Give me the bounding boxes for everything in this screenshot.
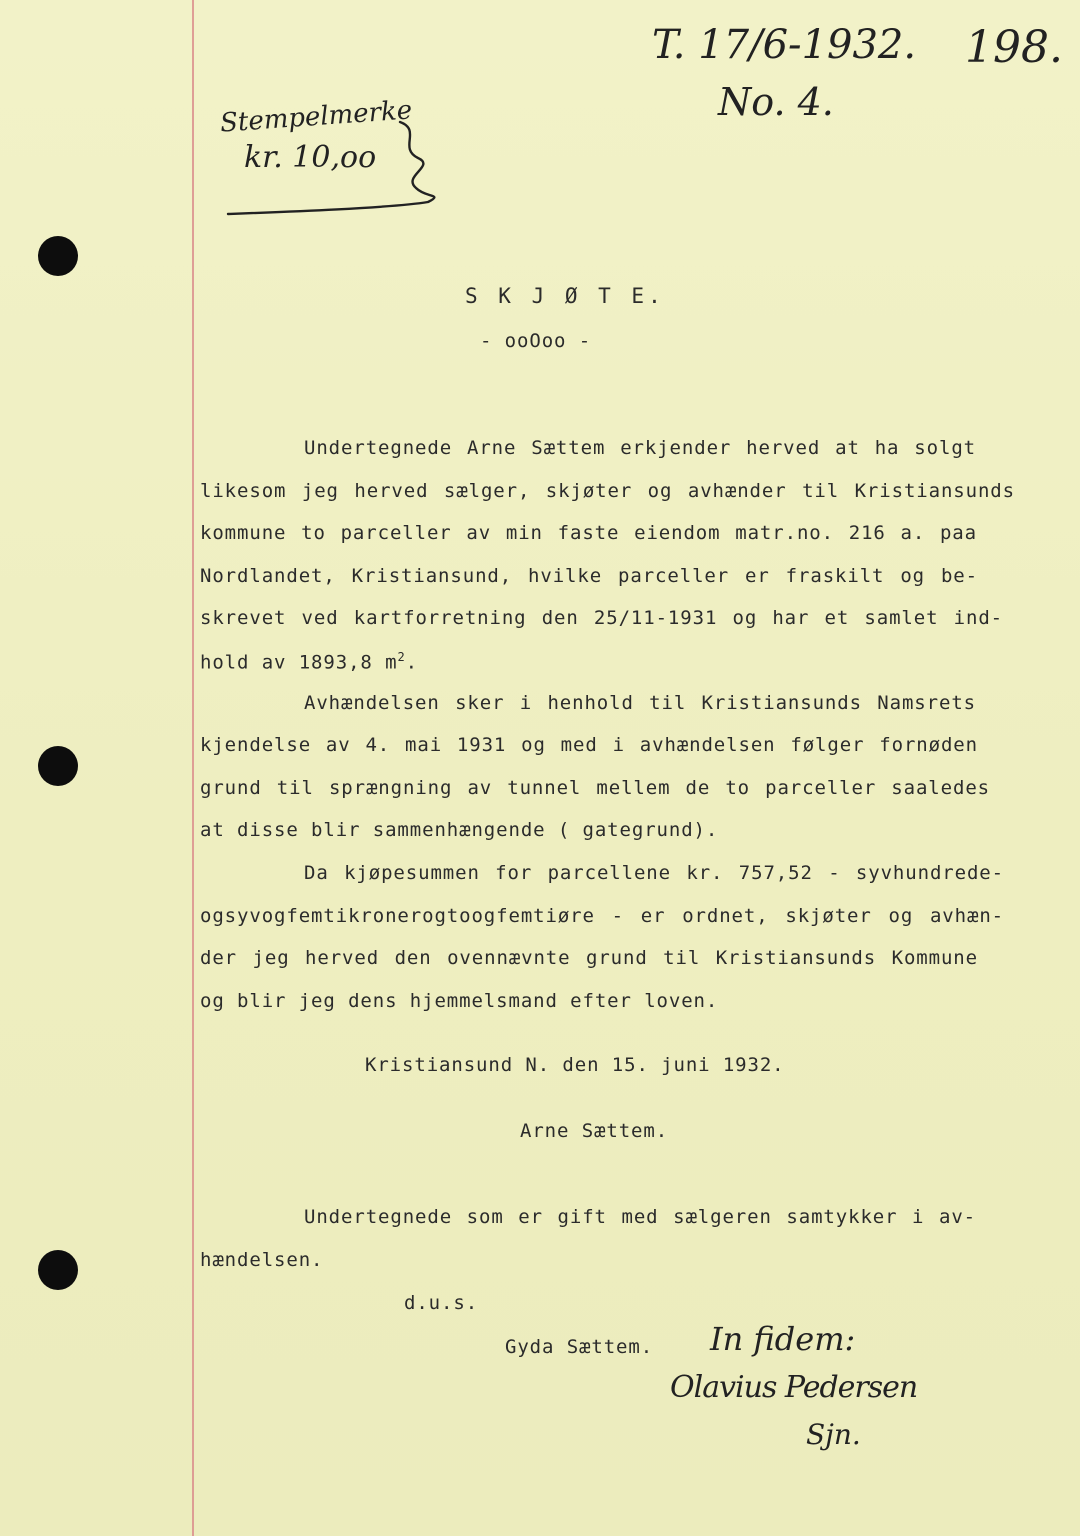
paragraph-3-line-3: der jeg herved den ovennævnte grund til Kristiansunds Kommune [200,947,978,969]
punch-hole-bottom [38,1250,78,1290]
handwritten-stamp-label: Stempelmerke [219,95,414,139]
handwritten-stamp-amount: kr. 10,oo [244,140,377,175]
handwritten-date: T. 17/6-1932. [652,22,917,68]
paragraph-2-line-3: grund til sprængning av tunnel mellem de to parceller saaledes [200,777,990,799]
paragraph-3-line-1: Da kjøpesummen for parcellene kr. 757,52 - syvhundrede- [304,862,1004,884]
paragraph-1-line-3: kommune to parceller av min faste eiendom matr.no. 216 a. paa [200,522,977,544]
signer-name: Arne Sættem. [520,1120,669,1142]
stamp-bracket-stroke [222,118,452,222]
paragraph-4-line-2: hændelsen. [200,1249,324,1271]
punch-hole-top [38,236,78,276]
paragraph-1-line-6: hold av 1893,8 $m^2$. [200,650,418,674]
paragraph-2-line-1: Avhændelsen sker i henhold til Kristiansunds Namsrets [304,692,976,714]
paragraph-3-line-4: og blir jeg dens hjemmelsmand efter loven. [200,990,719,1012]
place-date: Kristiansund N. den 15. juni 1932. [365,1054,785,1076]
paragraph-2-line-4: at disse blir sammenhængende ( gategrund). [200,819,719,841]
handwritten-in-fidem: In fidem: [710,1320,856,1358]
document-title: S K J Ø T E. [465,284,665,308]
paragraph-1-line-5: skrevet ved kartforretning den 25/11-1931 og har et samlet ind- [200,607,1003,629]
paragraph-1-line-4: Nordlandet, Kristiansund, hvilke parceller er fraskilt og be- [200,565,978,587]
paragraph-2-line-2: kjendelse av 4. mai 1931 og med i avhændelsen følger fornøden [200,734,978,756]
punch-hole-middle [38,746,78,786]
paragraph-4-line-1: Undertegnede som er gift med sælgeren samtykker i av- [304,1206,976,1228]
paragraph-1-line-2: likesom jeg herved sælger, skjøter og avhænder til Kristiansunds [200,480,1015,502]
margin-line [192,0,194,1536]
paragraph-1-line-1: Undertegnede Arne Sættem erkjender herved at ha solgt [304,437,976,459]
title-ornament: - ooOoo - [480,330,592,352]
handwritten-page-number: 198. [965,22,1063,73]
second-signer-name: Gyda Sættem. [505,1336,654,1358]
handwritten-document-number: No. 4. [718,80,834,124]
handwritten-witness-signature: Olavius Pedersen [670,1370,918,1405]
handwritten-witness-title: Sjn. [806,1418,861,1451]
paragraph-3-line-2: ogsyvogfemtikronerogtoogfemtiøre - er ordnet, skjøter og avhæn- [200,905,1004,927]
dus-abbrev: d.u.s. [404,1292,479,1314]
